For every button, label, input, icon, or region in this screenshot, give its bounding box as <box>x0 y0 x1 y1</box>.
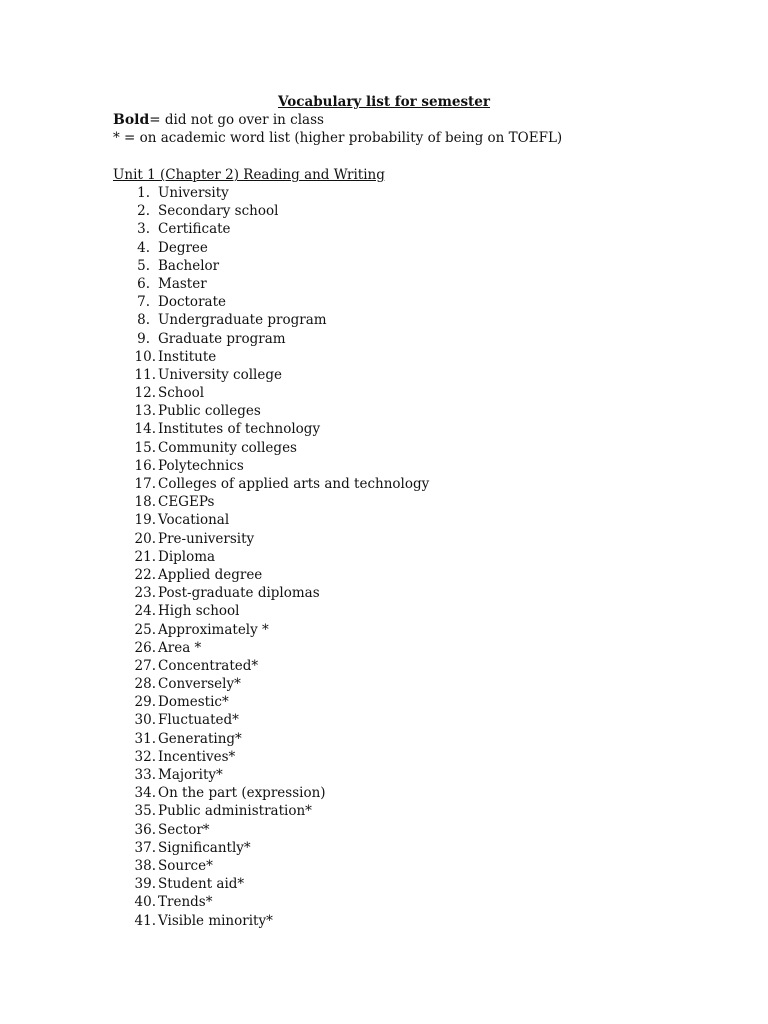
vocabulary-list-item <box>113 330 429 348</box>
vocabulary-list-item <box>113 239 429 257</box>
vocabulary-item-number: 32. <box>134 748 156 765</box>
legend-bold-text: = did not go over in class <box>149 112 324 128</box>
vocabulary-list-item <box>113 657 429 675</box>
vocabulary-item-term: Community colleges <box>158 439 297 456</box>
vocabulary-item-term: Master <box>158 275 207 292</box>
vocabulary-item-number: 35. <box>134 803 156 820</box>
vocabulary-list-item <box>113 184 429 202</box>
vocabulary-item-term: Trends* <box>158 894 213 911</box>
vocabulary-item-term: Public administration* <box>158 803 312 820</box>
vocabulary-item-number: 5. <box>137 257 150 274</box>
vocabulary-item-term: School <box>158 385 205 402</box>
vocabulary-item-term: Pre-university <box>158 530 255 547</box>
vocabulary-item-number: 16. <box>134 457 156 474</box>
vocabulary-item-number: 7. <box>137 294 150 311</box>
legend-bold-label: Bold <box>113 112 150 128</box>
vocabulary-list-item <box>113 857 429 875</box>
vocabulary-item-term: Fluctuated* <box>158 712 239 729</box>
vocabulary-item-term: Certificate <box>158 221 231 238</box>
vocabulary-item-number: 39. <box>134 876 156 893</box>
vocabulary-item-term: CEGEPs <box>158 494 215 511</box>
vocabulary-list-item <box>113 366 429 384</box>
vocabulary-item-number: 15. <box>134 439 156 456</box>
vocabulary-list-item <box>113 675 429 693</box>
vocabulary-item-number: 13. <box>134 403 156 420</box>
vocabulary-item-number: 31. <box>134 730 156 747</box>
vocabulary-item-number: 36. <box>134 821 156 838</box>
vocabulary-item-term: Degree <box>158 239 208 256</box>
vocabulary-item-number: 2. <box>137 203 150 220</box>
vocabulary-list-item <box>113 475 429 493</box>
vocabulary-item-number: 26. <box>134 639 156 656</box>
vocabulary-list-item <box>113 566 429 584</box>
vocabulary-item-term: Conversely* <box>158 676 241 693</box>
vocabulary-item-term: University <box>158 185 229 201</box>
vocabulary-item-number: 10. <box>134 348 156 365</box>
vocabulary-list-item <box>113 384 429 402</box>
vocabulary-list-item <box>113 875 429 893</box>
vocabulary-item-number: 40. <box>134 894 156 911</box>
vocabulary-list-item <box>113 802 429 820</box>
vocabulary-list-item <box>113 493 429 511</box>
vocabulary-item-number: 24. <box>134 603 156 620</box>
vocabulary-list-item <box>113 511 429 529</box>
vocabulary-list-item <box>113 530 429 548</box>
vocabulary-item-number: 20. <box>134 530 156 547</box>
vocabulary-item-term: Colleges of applied arts and technology <box>158 476 430 492</box>
vocabulary-item-number: 17. <box>134 476 156 492</box>
vocabulary-list-item <box>113 821 429 839</box>
vocabulary-item-number: 37. <box>134 839 156 856</box>
vocabulary-item-term: Vocational <box>158 512 230 529</box>
vocabulary-list-item <box>113 311 429 329</box>
vocabulary-item-term: Generating* <box>158 730 242 747</box>
vocabulary-list-item <box>113 784 429 802</box>
vocabulary-item-term: Student aid* <box>158 876 245 893</box>
vocabulary-item-number: 8. <box>137 312 150 329</box>
vocabulary-item-term: High school <box>158 603 240 620</box>
vocabulary-list-item <box>113 912 429 930</box>
vocabulary-item-term: Source* <box>158 857 213 874</box>
vocabulary-item-term: Approximately * <box>158 621 269 638</box>
vocabulary-list-item <box>113 220 429 238</box>
vocabulary-item-term: Public colleges <box>158 403 261 420</box>
vocabulary-item-number: 12. <box>134 385 156 402</box>
vocabulary-list-item <box>113 457 429 475</box>
vocabulary-list-item <box>113 402 429 420</box>
vocabulary-item-term: Post-graduate diplomas <box>158 585 320 602</box>
vocabulary-list-item <box>113 439 429 457</box>
vocabulary-list-item <box>113 893 429 911</box>
vocabulary-item-number: 22. <box>134 566 156 583</box>
vocabulary-list-item <box>113 420 429 438</box>
vocabulary-list-item <box>113 639 429 657</box>
vocabulary-list-item <box>113 711 429 729</box>
vocabulary-list-item <box>113 275 429 293</box>
vocabulary-item-term: Institutes of technology <box>158 421 321 438</box>
legend-bold-line <box>113 111 324 129</box>
vocabulary-item-number: 34. <box>134 785 156 802</box>
vocabulary-list-item <box>113 730 429 748</box>
vocabulary-item-number: 4. <box>137 239 150 256</box>
vocabulary-item-number: 9. <box>137 330 150 347</box>
vocabulary-list-item <box>113 548 429 566</box>
vocabulary-item-number: 19. <box>134 512 156 529</box>
vocabulary-item-number: 1. <box>137 185 150 201</box>
vocabulary-item-number: 6. <box>137 275 150 292</box>
document-title: Vocabulary list for semester <box>277 94 490 110</box>
vocabulary-item-term: Visible minority* <box>158 912 273 929</box>
vocabulary-item-number: 11. <box>134 366 156 383</box>
vocabulary-list-item <box>113 202 429 220</box>
unit-heading: Unit 1 (Chapter 2) Reading and Writing <box>113 167 385 183</box>
vocabulary-item-term: Concentrated* <box>158 657 259 674</box>
vocabulary-item-term: Polytechnics <box>158 457 244 474</box>
vocabulary-item-term: Graduate program <box>158 330 286 347</box>
vocabulary-item-number: 23. <box>134 585 156 602</box>
vocabulary-item-number: 28. <box>134 676 156 693</box>
vocabulary-item-term: Significantly* <box>158 839 251 856</box>
vocabulary-item-term: Incentives* <box>158 748 236 765</box>
vocabulary-list-item <box>113 257 429 275</box>
vocabulary-item-term: Majority* <box>158 767 223 783</box>
vocabulary-item-term: University college <box>158 366 282 383</box>
vocabulary-list-item <box>113 621 429 639</box>
vocabulary-item-number: 30. <box>134 712 156 729</box>
vocabulary-item-number: 18. <box>134 494 156 511</box>
vocabulary-item-number: 14. <box>134 421 156 438</box>
vocabulary-list-item <box>113 766 429 784</box>
vocabulary-list-item <box>113 293 429 311</box>
vocabulary-list-item <box>113 584 429 602</box>
vocabulary-item-term: Bachelor <box>158 257 220 274</box>
vocabulary-item-number: 27. <box>134 657 156 674</box>
vocabulary-item-term: Doctorate <box>158 294 226 311</box>
vocabulary-item-term: Undergraduate program <box>158 312 327 329</box>
vocabulary-item-term: Area * <box>158 639 202 656</box>
vocabulary-item-term: Domestic* <box>158 694 229 711</box>
vocabulary-item-term: On the part (expression) <box>158 785 326 802</box>
vocabulary-list-item <box>113 748 429 766</box>
vocabulary-item-number: 21. <box>134 548 156 565</box>
vocabulary-list-item <box>113 839 429 857</box>
vocabulary-item-number: 33. <box>134 767 156 783</box>
vocabulary-list <box>113 184 429 930</box>
vocabulary-item-term: Diploma <box>158 548 216 565</box>
legend-star-line: * = on academic word list (higher probability of being on TOEFL) <box>113 130 563 146</box>
vocabulary-list-item <box>113 602 429 620</box>
vocabulary-item-number: 25. <box>134 621 156 638</box>
vocabulary-item-term: Secondary school <box>158 203 279 220</box>
vocabulary-list-item <box>113 348 429 366</box>
vocabulary-item-term: Sector* <box>158 821 210 838</box>
vocabulary-item-term: Applied degree <box>158 566 263 583</box>
vocabulary-item-number: 41. <box>134 912 156 929</box>
vocabulary-item-number: 3. <box>137 221 150 238</box>
vocabulary-list-item <box>113 693 429 711</box>
vocabulary-item-term: Institute <box>158 348 217 365</box>
vocabulary-item-number: 29. <box>134 694 156 711</box>
vocabulary-item-number: 38. <box>134 857 156 874</box>
